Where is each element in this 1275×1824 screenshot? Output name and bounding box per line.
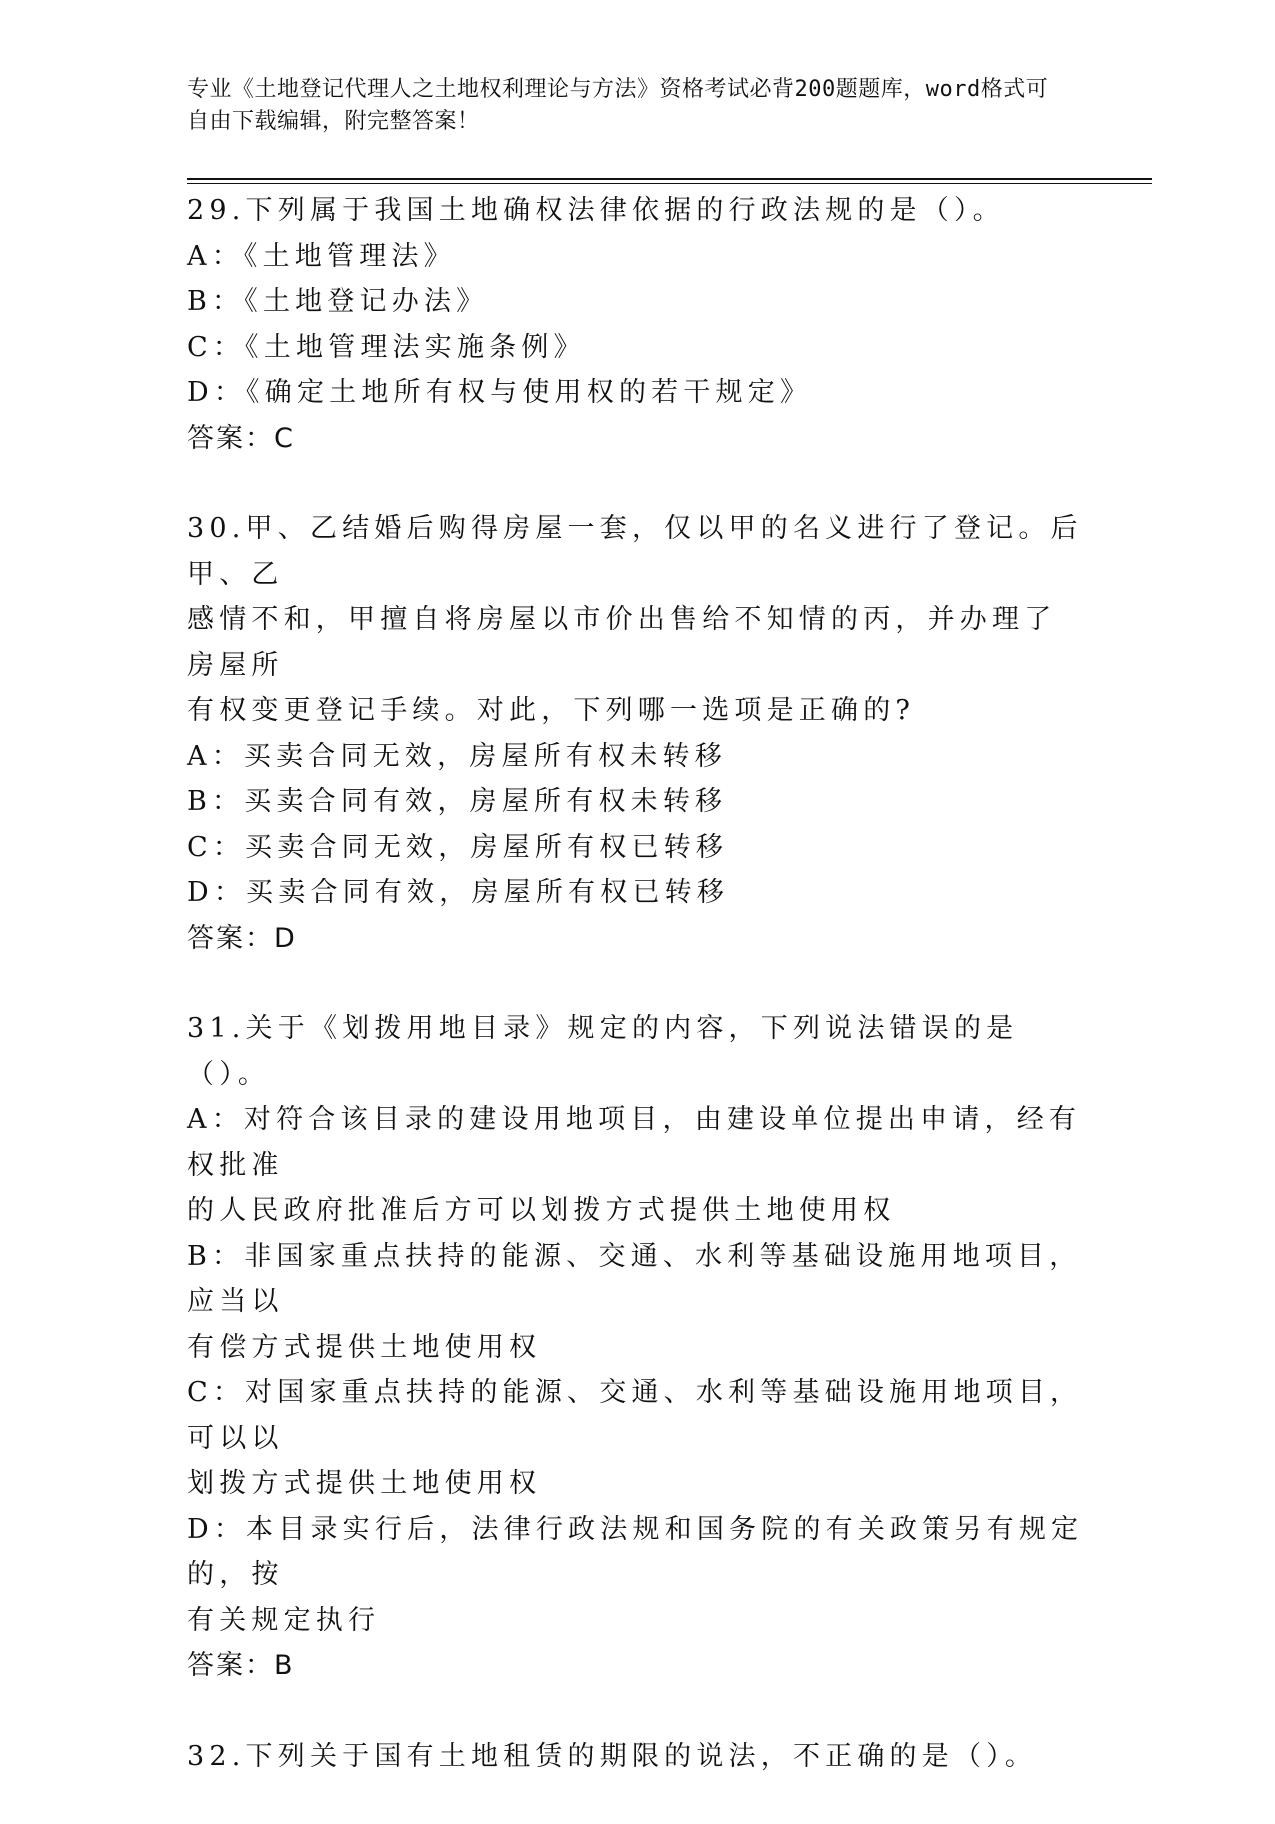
answer: 答案：D	[187, 922, 297, 954]
option-d: D：本目录实行后，法律行政法规和国务院的有关政策另有规定的，按	[187, 1513, 1084, 1590]
answer: 答案：B	[187, 1650, 295, 1681]
question-stem: 31.关于《划拨用地目录》规定的内容，下列说法错误的是（）。	[187, 1013, 1019, 1090]
question-stem: 感情不和，甲擅自将房屋以市价出售给不知情的丙，并办理了房屋所	[187, 604, 1057, 681]
question-stem: 32.下列关于国有土地租赁的期限的说法，不正确的是（）。	[187, 1740, 1038, 1772]
option-c: C：买卖合同无效，房屋所有权已转移	[187, 831, 729, 863]
option-d: D：买卖合同有效，房屋所有权已转移	[187, 877, 730, 908]
option-c: C：对国家重点扶持的能源、交通、水利等基础设施用地项目，可以以	[187, 1377, 1083, 1454]
question-31	[187, 1006, 1087, 1689]
option-b: B：《土地登记办法》	[187, 286, 489, 317]
document-header: 专业《土地登记代理人之土地权利理论与方法》资格考试必背200题题库，word格式可自由下载编辑，附完整答案！	[187, 77, 1049, 134]
question-stem: 29.下列属于我国土地确权法律依据的行政法规的是（）。	[187, 195, 1005, 226]
question-29	[187, 188, 1087, 461]
question-stem: 30.甲、乙结婚后购得房屋一套，仅以甲的名义进行了登记。后甲、乙	[187, 513, 1083, 590]
option-a: A：对符合该目录的建设用地项目，由建设单位提出申请，经有权批准	[187, 1104, 1082, 1181]
question-30	[187, 506, 1087, 961]
option-d-continued: 有关规定执行	[187, 1604, 381, 1636]
option-c: C：《土地管理法实施条例》	[187, 331, 586, 363]
question-32	[187, 1734, 1087, 1780]
option-a: A：《土地管理法》	[187, 240, 456, 272]
header-divider-thin	[187, 183, 1152, 184]
option-a-continued: 的人民政府批准后方可以划拨方式提供土地使用权	[187, 1195, 896, 1226]
option-b: B：非国家重点扶持的能源、交通、水利等基础设施用地项目，应当以	[187, 1240, 1082, 1317]
answer: 答案：C	[187, 422, 295, 454]
option-d: D：《确定土地所有权与使用权的若干规定》	[187, 377, 813, 408]
option-b: B：买卖合同有效，房屋所有权未转移	[187, 786, 728, 817]
question-stem: 有权变更登记手续。对此，下列哪一选项是正确的?	[187, 695, 916, 726]
option-c-continued: 划拨方式提供土地使用权	[187, 1468, 542, 1499]
header-divider-thick	[187, 178, 1152, 180]
option-a: A：买卖合同无效，房屋所有权未转移	[187, 740, 727, 772]
option-b-continued: 有偿方式提供土地使用权	[187, 1331, 542, 1363]
question-list	[187, 188, 1087, 1824]
